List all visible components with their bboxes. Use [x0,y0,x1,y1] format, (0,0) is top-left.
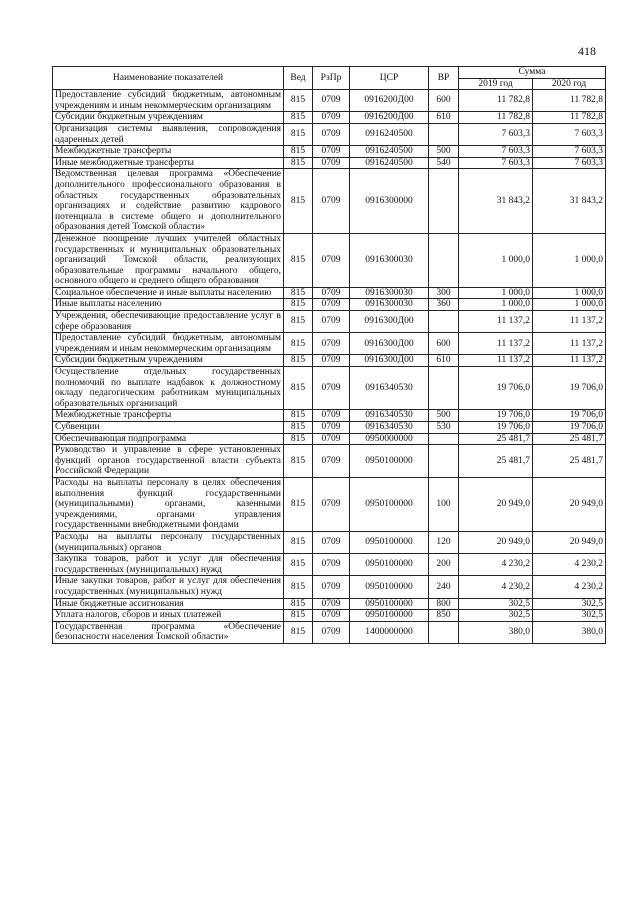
col-ved-header: Вед [284,67,313,90]
row-name: Социальное обеспечение и иные выплаты населению [53,287,284,299]
row-sum-2019: 7 603,3 [459,146,533,158]
budget-table [52,66,606,644]
row-name: Субсидии бюджетным учреждениям [53,355,284,367]
row-name: Расходы на выплаты персоналу в целях обеспечения выполнения функций государственными (муниципальными) органами, казенными учреждениями, органами управления государственными внебюджетными фондами [53,477,284,531]
row-name: Предоставление субсидий бюджетным, автономным учреждениям и иным некоммерческим организациям [53,90,284,112]
row-csr: 0950000000 [350,433,429,445]
row-rzpr: 0709 [313,367,350,410]
row-ved: 815 [284,576,313,598]
row-ved: 815 [284,333,313,355]
row-rzpr: 0709 [313,621,350,643]
row-name: Государственная программа «Обеспечение безопасности населения Томской области» [53,621,284,643]
row-sum-2020: 1 000,0 [533,299,606,311]
row-rzpr: 0709 [313,146,350,158]
row-vr: 240 [429,576,459,598]
row-sum-2019: 302,5 [459,610,533,622]
row-csr: 0916300030 [350,233,429,287]
col-csr-header: ЦСР [350,67,429,90]
table-row [53,123,606,145]
row-ved: 815 [284,554,313,576]
row-name: Иные межбюджетные трансферты [53,157,284,169]
table-row [53,445,606,478]
row-rzpr: 0709 [313,433,350,445]
row-ved: 815 [284,610,313,622]
row-sum-2020: 20 949,0 [533,477,606,531]
row-sum-2019: 1 000,0 [459,233,533,287]
table-row [53,90,606,112]
row-vr: 360 [429,299,459,311]
row-ved: 815 [284,311,313,333]
table-row [53,410,606,422]
table-row [53,477,606,531]
row-sum-2020: 19 706,0 [533,422,606,434]
col-rzpr-header: РзПр [313,67,350,90]
row-name: Субвенции [53,422,284,434]
table-row [53,299,606,311]
table-row [53,554,606,576]
row-sum-2019: 4 230,2 [459,576,533,598]
row-vr: 600 [429,90,459,112]
row-name: Учреждения, обеспечивающие предоставление услуг в сфере образования [53,311,284,333]
table-row [53,287,606,299]
table-row [53,169,606,234]
table-row [53,531,606,553]
row-csr: 0950100000 [350,610,429,622]
row-csr: 0950100000 [350,576,429,598]
row-name: Субсидии бюджетным учреждениям [53,112,284,124]
row-sum-2020: 7 603,3 [533,157,606,169]
row-sum-2020: 7 603,3 [533,146,606,158]
row-vr: 610 [429,355,459,367]
row-csr: 0916200Д00 [350,90,429,112]
row-vr: 800 [429,598,459,610]
row-ved: 815 [284,157,313,169]
row-ved: 815 [284,433,313,445]
row-vr: 850 [429,610,459,622]
row-sum-2019: 25 481,7 [459,433,533,445]
row-sum-2019: 11 137,2 [459,311,533,333]
row-ved: 815 [284,621,313,643]
row-rzpr: 0709 [313,123,350,145]
row-sum-2020: 1 000,0 [533,287,606,299]
row-sum-2020: 7 603,3 [533,123,606,145]
row-csr: 0916300Д00 [350,311,429,333]
row-sum-2019: 11 137,2 [459,333,533,355]
row-vr [429,445,459,478]
row-ved: 815 [284,146,313,158]
row-sum-2020: 25 481,7 [533,445,606,478]
row-csr: 0916200Д00 [350,112,429,124]
row-sum-2019: 19 706,0 [459,367,533,410]
row-name: Межбюджетные трансферты [53,146,284,158]
row-sum-2019: 11 137,2 [459,355,533,367]
header-row [53,67,606,79]
table-row [53,621,606,643]
row-rzpr: 0709 [313,422,350,434]
row-sum-2019: 302,5 [459,598,533,610]
row-sum-2019: 19 706,0 [459,422,533,434]
row-csr: 0916300Д00 [350,355,429,367]
row-sum-2019: 20 949,0 [459,531,533,553]
row-sum-2019: 19 706,0 [459,410,533,422]
row-csr: 0916300030 [350,287,429,299]
row-ved: 815 [284,355,313,367]
table-row [53,157,606,169]
row-vr: 530 [429,422,459,434]
row-vr [429,169,459,234]
row-csr: 0950100000 [350,598,429,610]
row-ved: 815 [284,445,313,478]
row-rzpr: 0709 [313,311,350,333]
row-ved: 815 [284,367,313,410]
row-sum-2020: 11 137,2 [533,311,606,333]
row-ved: 815 [284,123,313,145]
col-sum-header: Сумма [459,67,606,79]
row-name: Обеспечивающая подпрограмма [53,433,284,445]
row-name: Денежное поощрение лучших учителей областных государственных и муниципальных образовательных организаций Томской области, реализующих образовательные программы начального общего, основного общего и среднего общего образования [53,233,284,287]
row-name: Закупка товаров, работ и услуг для обеспечения государственных (муниципальных) нужд [53,554,284,576]
row-rzpr: 0709 [313,333,350,355]
row-csr: 0950100000 [350,554,429,576]
row-sum-2020: 1 000,0 [533,233,606,287]
row-ved: 815 [284,112,313,124]
row-sum-2020: 4 230,2 [533,576,606,598]
row-rzpr: 0709 [313,169,350,234]
row-ved: 815 [284,410,313,422]
row-rzpr: 0709 [313,477,350,531]
row-csr: 1400000000 [350,621,429,643]
row-name: Иные бюджетные ассигнования [53,598,284,610]
row-vr: 100 [429,477,459,531]
table-row [53,367,606,410]
row-csr: 0916340530 [350,410,429,422]
row-sum-2020: 11 137,2 [533,355,606,367]
page-number: 418 [578,44,596,58]
row-rzpr: 0709 [313,598,350,610]
row-csr: 0916300030 [350,299,429,311]
row-vr: 300 [429,287,459,299]
row-ved: 815 [284,287,313,299]
row-sum-2019: 11 782,8 [459,90,533,112]
row-rzpr: 0709 [313,610,350,622]
row-ved: 815 [284,169,313,234]
table-body [53,90,606,644]
row-csr: 0950100000 [350,531,429,553]
row-csr: 0916240500 [350,123,429,145]
table-row [53,146,606,158]
row-sum-2020: 380,0 [533,621,606,643]
row-vr: 120 [429,531,459,553]
row-name: Ведомственная целевая программа «Обеспечение дополнительного профессионального образования в областных государственных образовательных организациях и содействие развитию кадрового потенциала в системе общего и дополнительного образования детей Томской области» [53,169,284,234]
row-sum-2020: 19 706,0 [533,367,606,410]
row-rzpr: 0709 [313,554,350,576]
row-vr: 500 [429,146,459,158]
row-vr: 600 [429,333,459,355]
row-name: Иные закупки товаров, работ и услуг для обеспечения государственных (муниципальных) нужд [53,576,284,598]
row-name: Предоставление субсидий бюджетным, автономным учреждениям и иным некоммерческим организациям [53,333,284,355]
row-vr [429,621,459,643]
row-sum-2019: 31 843,2 [459,169,533,234]
row-ved: 815 [284,531,313,553]
row-rzpr: 0709 [313,531,350,553]
table-row [53,311,606,333]
col-name-header: Наименование показателей [53,67,284,90]
row-sum-2020: 302,5 [533,610,606,622]
row-ved: 815 [284,422,313,434]
row-name: Межбюджетные трансферты [53,410,284,422]
row-csr: 0916300000 [350,169,429,234]
row-vr: 540 [429,157,459,169]
row-vr: 610 [429,112,459,124]
table-row [53,598,606,610]
row-sum-2019: 11 782,8 [459,112,533,124]
row-name: Организация системы выявления, сопровождения одаренных детей [53,123,284,145]
table-row [53,112,606,124]
row-sum-2020: 19 706,0 [533,410,606,422]
row-csr: 0950100000 [350,477,429,531]
row-vr [429,123,459,145]
row-rzpr: 0709 [313,355,350,367]
table-row [53,233,606,287]
row-sum-2019: 1 000,0 [459,299,533,311]
row-csr: 0916300Д00 [350,333,429,355]
row-rzpr: 0709 [313,445,350,478]
table-row [53,355,606,367]
row-csr: 0916240500 [350,146,429,158]
row-name: Расходы на выплаты персоналу государственных (муниципальных) органов [53,531,284,553]
row-ved: 815 [284,90,313,112]
row-ved: 815 [284,299,313,311]
table-row [53,333,606,355]
row-ved: 815 [284,233,313,287]
row-sum-2020: 11 782,8 [533,112,606,124]
row-vr [429,433,459,445]
row-rzpr: 0709 [313,576,350,598]
row-vr [429,367,459,410]
row-sum-2019: 4 230,2 [459,554,533,576]
row-sum-2020: 20 949,0 [533,531,606,553]
row-vr [429,233,459,287]
row-vr: 500 [429,410,459,422]
row-sum-2019: 380,0 [459,621,533,643]
row-vr [429,311,459,333]
row-vr: 200 [429,554,459,576]
row-rzpr: 0709 [313,90,350,112]
row-rzpr: 0709 [313,233,350,287]
row-rzpr: 0709 [313,410,350,422]
row-name: Уплата налогов, сборов и иных платежей [53,610,284,622]
col-vr-header: ВР [429,67,459,90]
table-row [53,576,606,598]
row-csr: 0950100000 [350,445,429,478]
row-sum-2019: 1 000,0 [459,287,533,299]
row-csr: 0916240500 [350,157,429,169]
row-sum-2019: 7 603,3 [459,157,533,169]
row-sum-2019: 25 481,7 [459,445,533,478]
row-sum-2020: 11 137,2 [533,333,606,355]
row-rzpr: 0709 [313,287,350,299]
row-sum-2019: 7 603,3 [459,123,533,145]
row-name: Иные выплаты населению [53,299,284,311]
row-sum-2020: 25 481,7 [533,433,606,445]
row-rzpr: 0709 [313,112,350,124]
col-2020-header: 2020 год [533,78,606,90]
row-sum-2020: 4 230,2 [533,554,606,576]
row-sum-2020: 31 843,2 [533,169,606,234]
table-row [53,422,606,434]
row-sum-2019: 20 949,0 [459,477,533,531]
row-name: Осуществление отдельных государственных полномочий по выплате надбавок к должностному окладу педагогическим работникам муниципальных образовательных организаций [53,367,284,410]
row-csr: 0916340530 [350,422,429,434]
col-2019-header: 2019 год [459,78,533,90]
row-sum-2020: 302,5 [533,598,606,610]
table-row [53,610,606,622]
row-sum-2020: 11 782,8 [533,90,606,112]
row-ved: 815 [284,477,313,531]
row-rzpr: 0709 [313,157,350,169]
row-rzpr: 0709 [313,299,350,311]
row-ved: 815 [284,598,313,610]
row-csr: 0916340530 [350,367,429,410]
row-name: Руководство и управление в сфере установленных функций органов государственной власти субъекта Российской Федерации [53,445,284,478]
table-row [53,433,606,445]
